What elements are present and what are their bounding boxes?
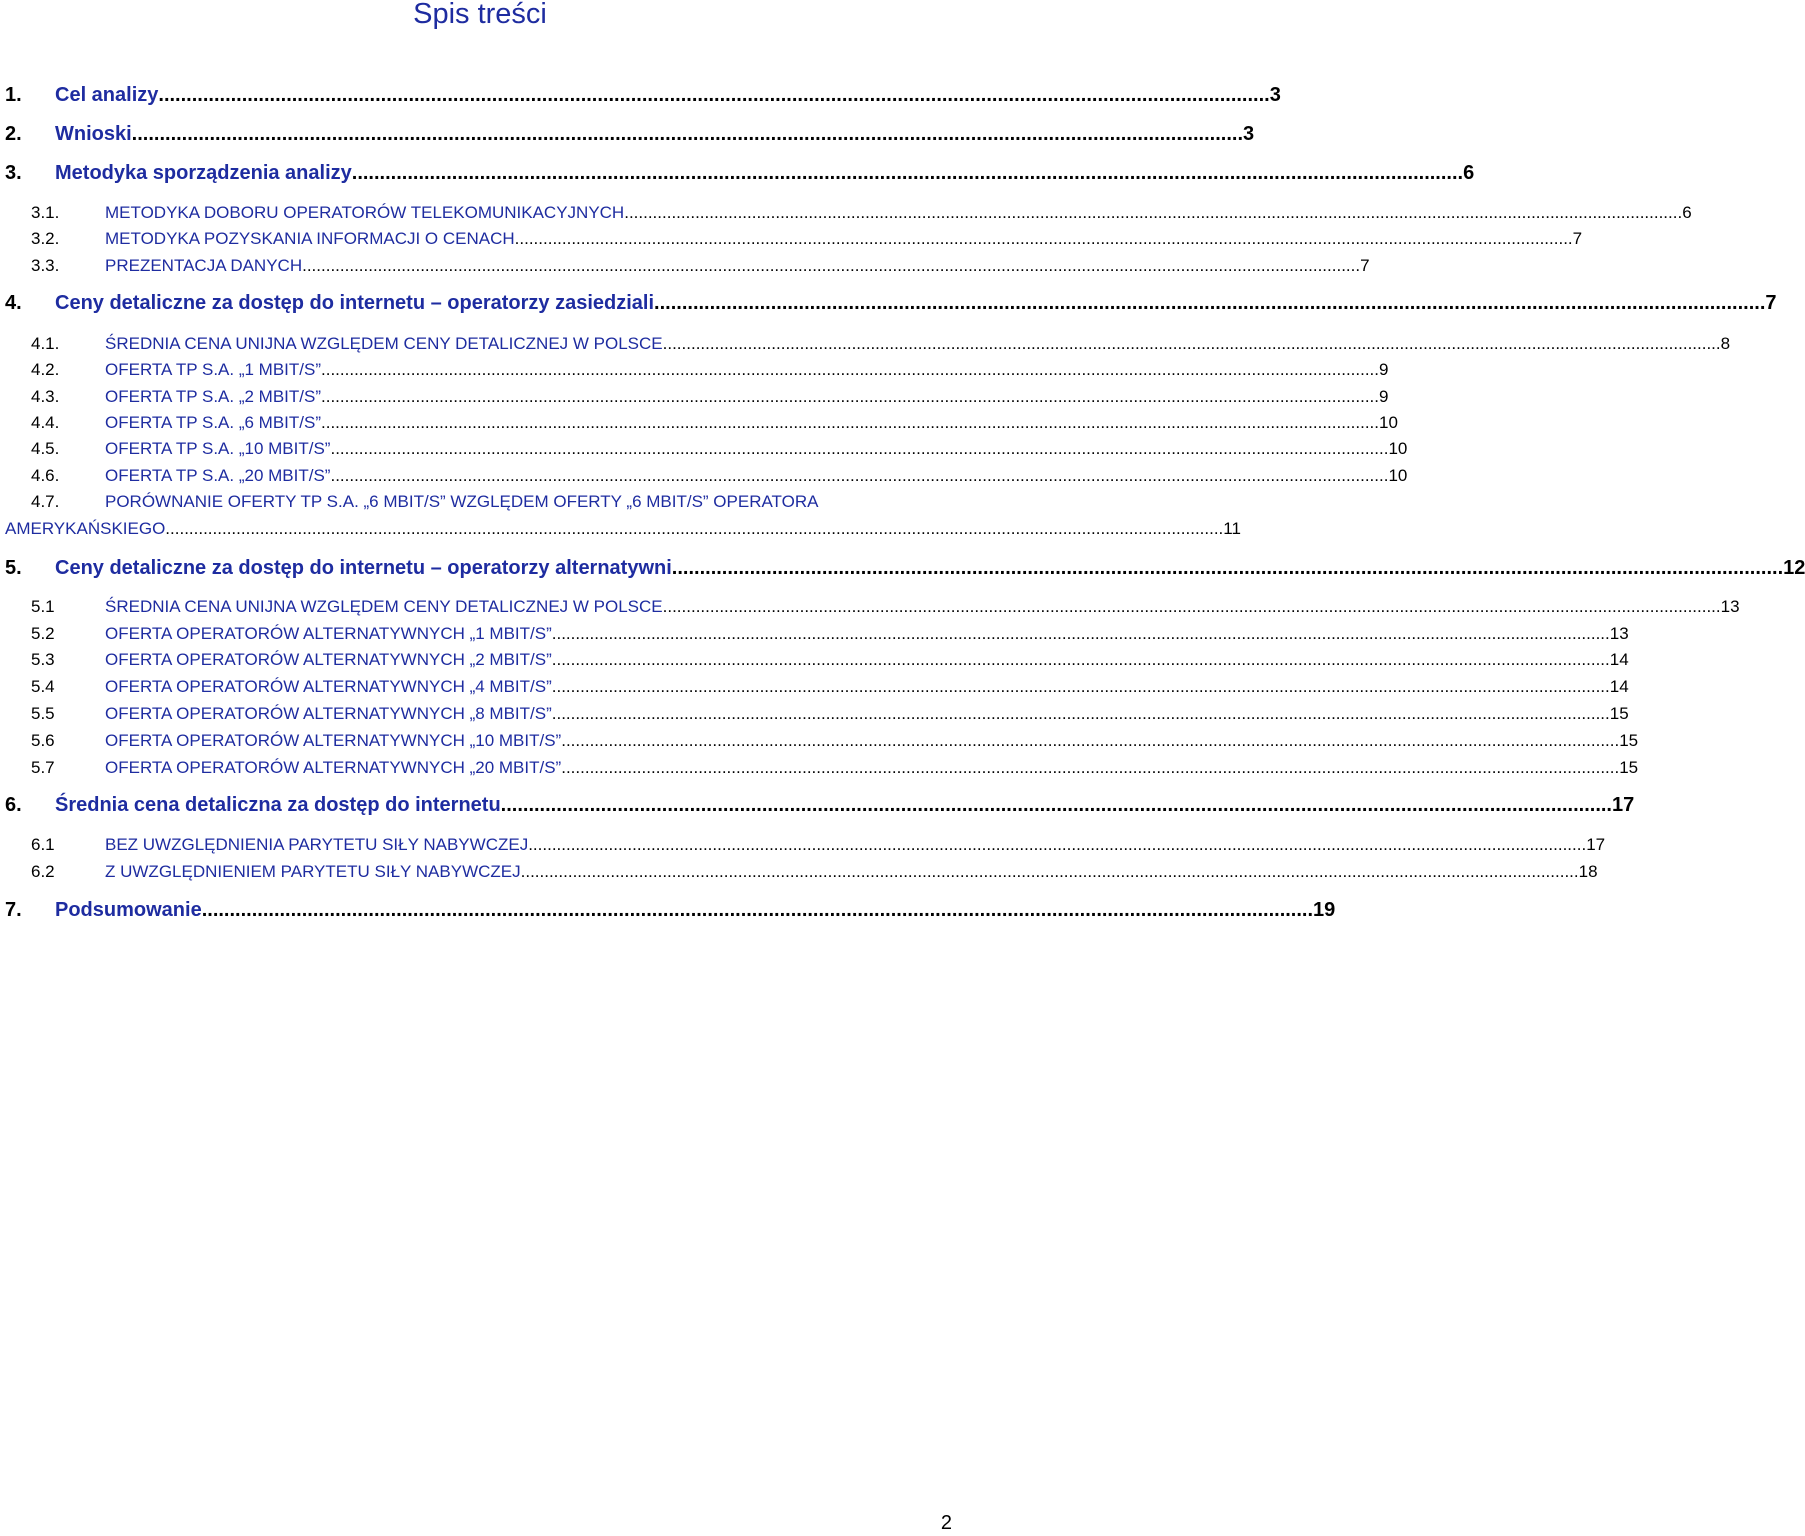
- toc-entry-number: 4.6.: [31, 466, 60, 485]
- toc-entry-3-2[interactable]: 3.2. METODYKA POZYSKANIA INFORMACJI O CENACH ................................................................................................................................................................................................................................ 7: [0, 227, 960, 253]
- toc-entry-page: 9: [1379, 360, 1389, 379]
- toc-entry-page: 14: [1609, 650, 1629, 669]
- toc-entry-number: 5.5: [31, 704, 55, 723]
- toc-entry-title: Cel analizy: [55, 84, 159, 106]
- toc-entry-number: 3.: [5, 162, 22, 184]
- toc-entry-4-7[interactable]: [0, 490, 960, 516]
- toc-entry-title: METODYKA DOBORU OPERATORÓW TELEKOMUNIKACYJNYCH: [105, 203, 625, 222]
- toc-entry-number: 4.4.: [31, 413, 60, 432]
- toc-entry-number: 5.3: [31, 650, 55, 669]
- toc-entry-number: 5.2: [31, 624, 55, 643]
- toc-entry-title: OFERTA TP S.A. „1 MBIT/S”: [105, 360, 322, 379]
- toc-entry-title: OFERTA OPERATORÓW ALTERNATYWNYCH „8 MBIT/S”: [105, 704, 552, 723]
- toc-entry-page: 3: [1269, 84, 1281, 106]
- toc-entry-page: 10: [1379, 413, 1398, 432]
- toc-entry-page: 15: [1619, 758, 1639, 777]
- toc-entry-page: 15: [1619, 731, 1639, 750]
- toc-entry-3[interactable]: 3. Metodyka sporządzenia analizy ........................................................................................................................................................................................................ 6: [5, 162, 1475, 184]
- toc-entry-title: Ceny detaliczne za dostęp do internetu – operatorzy zasiedziali: [55, 292, 655, 314]
- toc-entry-page: 13: [1609, 624, 1629, 643]
- toc-entry-page: 13: [1720, 597, 1740, 616]
- toc-entry-5-2[interactable]: 5.2 OFERTA OPERATORÓW ALTERNATYWNYCH „1 MBIT/S” ................................................................................................................................................................................................................................ 13: [0, 622, 960, 648]
- toc-entry-5-4[interactable]: 5.4 OFERTA OPERATORÓW ALTERNATYWNYCH „4 MBIT/S” ................................................................................................................................................................................................................................ 14: [0, 675, 960, 701]
- toc-entry-5-1[interactable]: 5.1 ŚREDNIA CENA UNIJNA WZGLĘDEM CENY DETALICZNEJ W POLSCE ................................................................................................................................................................................................................................ 13: [0, 595, 960, 621]
- toc-entry-page: 3: [1243, 123, 1255, 145]
- toc-entry-number: 4.3.: [31, 387, 60, 406]
- toc-entry-6-1[interactable]: 6.1 BEZ UWZGLĘDNIENIA PARYTETU SIŁY NABYWCZEJ ................................................................................................................................................................................................................................ 17: [0, 833, 960, 859]
- toc-entry-4-4[interactable]: 4.4. OFERTA TP S.A. „6 MBIT/S” ................................................................................................................................................................................................................................ 10: [0, 411, 960, 437]
- toc-entry-number: 5.4: [31, 677, 55, 696]
- toc-entry-title: OFERTA OPERATORÓW ALTERNATYWNYCH „20 MBIT/S”: [105, 758, 562, 777]
- toc-entry-2[interactable]: 2. Wnioski ........................................................................................................................................................................................................ 3: [5, 123, 1255, 145]
- toc-entry-page: 10: [1388, 439, 1408, 458]
- toc-entry-title: OFERTA TP S.A. „6 MBIT/S”: [105, 413, 322, 432]
- toc-entry-title: BEZ UWZGLĘDNIENIA PARYTETU SIŁY NABYWCZEJ: [105, 835, 529, 854]
- toc-entry-title: OFERTA OPERATORÓW ALTERNATYWNYCH „1 MBIT/S”: [105, 624, 552, 643]
- toc-entry-number: 1.: [5, 84, 22, 106]
- toc-entry-4-6[interactable]: 4.6. OFERTA TP S.A. „20 MBIT/S” ................................................................................................................................................................................................................................ 10: [0, 464, 960, 490]
- toc-entry-page: 6: [1682, 203, 1692, 222]
- toc-entry-5[interactable]: 5. Ceny detaliczne za dostęp do internetu – operatorzy alternatywni ........................................................................................................................................................................................................ 12: [5, 557, 1805, 579]
- toc-entry-title: OFERTA TP S.A. „2 MBIT/S”: [105, 387, 322, 406]
- toc-entry-page: 18: [1578, 862, 1598, 881]
- toc-entry-number: 4.2.: [31, 360, 60, 379]
- toc-entry-6-2[interactable]: 6.2 Z UWZGLĘDNIENIEM PARYTETU SIŁY NABYWCZEJ ................................................................................................................................................................................................................................ 18: [0, 860, 960, 886]
- page-title: Spis treści: [413, 0, 547, 30]
- toc-entry-3-1[interactable]: 3.1. METODYKA DOBORU OPERATORÓW TELEKOMUNIKACYJNYCH ................................................................................................................................................................................................................................ 6: [0, 201, 960, 227]
- toc-entry-title: PORÓWNANIE OFERTY TP S.A. „6 MBIT/S” WZGLĘDEM OFERTY „6 MBIT/S” OPERATORA: [105, 492, 819, 511]
- toc-entry-number: 4.1.: [31, 334, 60, 353]
- toc-entry-number: 3.1.: [31, 203, 60, 222]
- toc-entry-6[interactable]: 6. Średnia cena detaliczna za dostęp do internetu ........................................................................................................................................................................................................ 17: [5, 794, 1635, 816]
- toc-entry-4-7-continuation[interactable]: AMERYKAŃSKIEGO ................................................................................................................................................................................................................................ 11: [0, 517, 960, 543]
- toc-entry-number: 5.1: [31, 597, 55, 616]
- toc-entry-page: 19: [1313, 899, 1336, 921]
- toc-entry-title: ŚREDNIA CENA UNIJNA WZGLĘDEM CENY DETALICZNEJ W POLSCE: [105, 597, 663, 616]
- toc-entry-4-3[interactable]: 4.3. OFERTA TP S.A. „2 MBIT/S” ................................................................................................................................................................................................................................ 9: [0, 385, 960, 411]
- toc-entry-page: 17: [1586, 835, 1606, 854]
- toc-entry-title: Średnia cena detaliczna za dostęp do internetu: [55, 794, 501, 816]
- toc-entry-page: 7: [1765, 292, 1777, 314]
- toc-entry-title: Podsumowanie: [55, 899, 202, 921]
- toc-entry-number: 6.2: [31, 862, 55, 881]
- toc-entry-page: 15: [1609, 704, 1629, 723]
- toc-entry-4[interactable]: 4. Ceny detaliczne za dostęp do internetu – operatorzy zasiedziali ........................................................................................................................................................................................................ 7: [5, 292, 1777, 314]
- toc-entry-page: 14: [1609, 677, 1629, 696]
- toc-entry-4-5[interactable]: 4.5. OFERTA TP S.A. „10 MBIT/S” ................................................................................................................................................................................................................................ 10: [0, 437, 960, 463]
- toc-entry-title: OFERTA OPERATORÓW ALTERNATYWNYCH „2 MBIT/S”: [105, 650, 552, 669]
- toc-entry-1[interactable]: 1. Cel analizy ........................................................................................................................................................................................................ 3: [5, 84, 1281, 106]
- toc-entry-title: OFERTA OPERATORÓW ALTERNATYWNYCH „4 MBIT/S”: [105, 677, 552, 696]
- toc-entry-title: METODYKA POZYSKANIA INFORMACJI O CENACH: [105, 229, 515, 248]
- toc-entry-number: 5.6: [31, 731, 55, 750]
- toc-entry-title: OFERTA OPERATORÓW ALTERNATYWNYCH „10 MBIT/S”: [105, 731, 562, 750]
- toc-entry-page: 7: [1572, 229, 1583, 248]
- toc-entry-number: 2.: [5, 123, 22, 145]
- toc-entry-title: OFERTA TP S.A. „20 MBIT/S”: [105, 466, 331, 485]
- toc-entry-number: 6.: [5, 794, 22, 816]
- toc-entry-title: ŚREDNIA CENA UNIJNA WZGLĘDEM CENY DETALICZNEJ W POLSCE: [105, 334, 663, 353]
- toc-entry-page: 6: [1463, 162, 1475, 184]
- toc-entry-5-3[interactable]: 5.3 OFERTA OPERATORÓW ALTERNATYWNYCH „2 MBIT/S” ................................................................................................................................................................................................................................ 14: [0, 648, 960, 674]
- toc-entry-title: Z UWZGLĘDNIENIEM PARYTETU SIŁY NABYWCZEJ: [105, 862, 521, 881]
- toc-entry-title: PREZENTACJA DANYCH: [105, 256, 303, 275]
- toc-entry-title: Ceny detaliczne za dostęp do internetu – operatorzy alternatywni: [55, 557, 672, 579]
- toc-entry-5-5[interactable]: 5.5 OFERTA OPERATORÓW ALTERNATYWNYCH „8 MBIT/S” ................................................................................................................................................................................................................................ 15: [0, 702, 960, 728]
- toc-entry-number: 3.3.: [31, 256, 60, 275]
- toc-entry-number: 5.: [5, 557, 22, 579]
- toc-entry-number: 5.7: [31, 758, 55, 777]
- toc-entry-title: Metodyka sporządzenia analizy: [55, 162, 352, 184]
- page-number: 2: [940, 1512, 952, 1534]
- toc-entry-page: 9: [1379, 387, 1389, 406]
- toc-entry-7[interactable]: 7. Podsumowanie ........................................................................................................................................................................................................ 19: [5, 899, 1336, 921]
- toc-entry-page: 12: [1783, 557, 1805, 579]
- toc-entry-title: OFERTA TP S.A. „10 MBIT/S”: [105, 439, 331, 458]
- toc-entry-title: Wnioski: [55, 123, 132, 145]
- toc-entry-page: 7: [1360, 256, 1370, 275]
- toc-entry-number: 4.5.: [31, 439, 60, 458]
- toc-entry-number: 4.7.: [31, 492, 60, 511]
- toc-entry-number: 4.: [5, 292, 22, 314]
- toc-entry-number: 7.: [5, 899, 22, 921]
- toc-entry-number: 3.2.: [31, 229, 60, 248]
- toc-entry-3-3[interactable]: 3.3. PREZENTACJA DANYCH ................................................................................................................................................................................................................................ 7: [0, 254, 960, 280]
- toc-entry-title-continuation: AMERYKAŃSKIEGO: [5, 519, 166, 538]
- toc-entry-page: 11: [1223, 519, 1241, 538]
- toc-entry-4-2[interactable]: 4.2. OFERTA TP S.A. „1 MBIT/S” ................................................................................................................................................................................................................................ 9: [0, 358, 960, 384]
- toc-entry-5-7[interactable]: 5.7 OFERTA OPERATORÓW ALTERNATYWNYCH „20 MBIT/S” ................................................................................................................................................................................................................................ 15: [0, 756, 960, 782]
- toc-entry-4-1[interactable]: 4.1. ŚREDNIA CENA UNIJNA WZGLĘDEM CENY DETALICZNEJ W POLSCE ................................................................................................................................................................................................................................ 8: [0, 332, 960, 358]
- toc-entry-page: 10: [1388, 466, 1408, 485]
- toc-entry-number: 6.1: [31, 835, 55, 854]
- toc-entry-page: 17: [1611, 794, 1635, 816]
- toc-entry-page: 8: [1720, 334, 1731, 353]
- toc-entry-5-6[interactable]: 5.6 OFERTA OPERATORÓW ALTERNATYWNYCH „10 MBIT/S” ................................................................................................................................................................................................................................ 15: [0, 729, 960, 755]
